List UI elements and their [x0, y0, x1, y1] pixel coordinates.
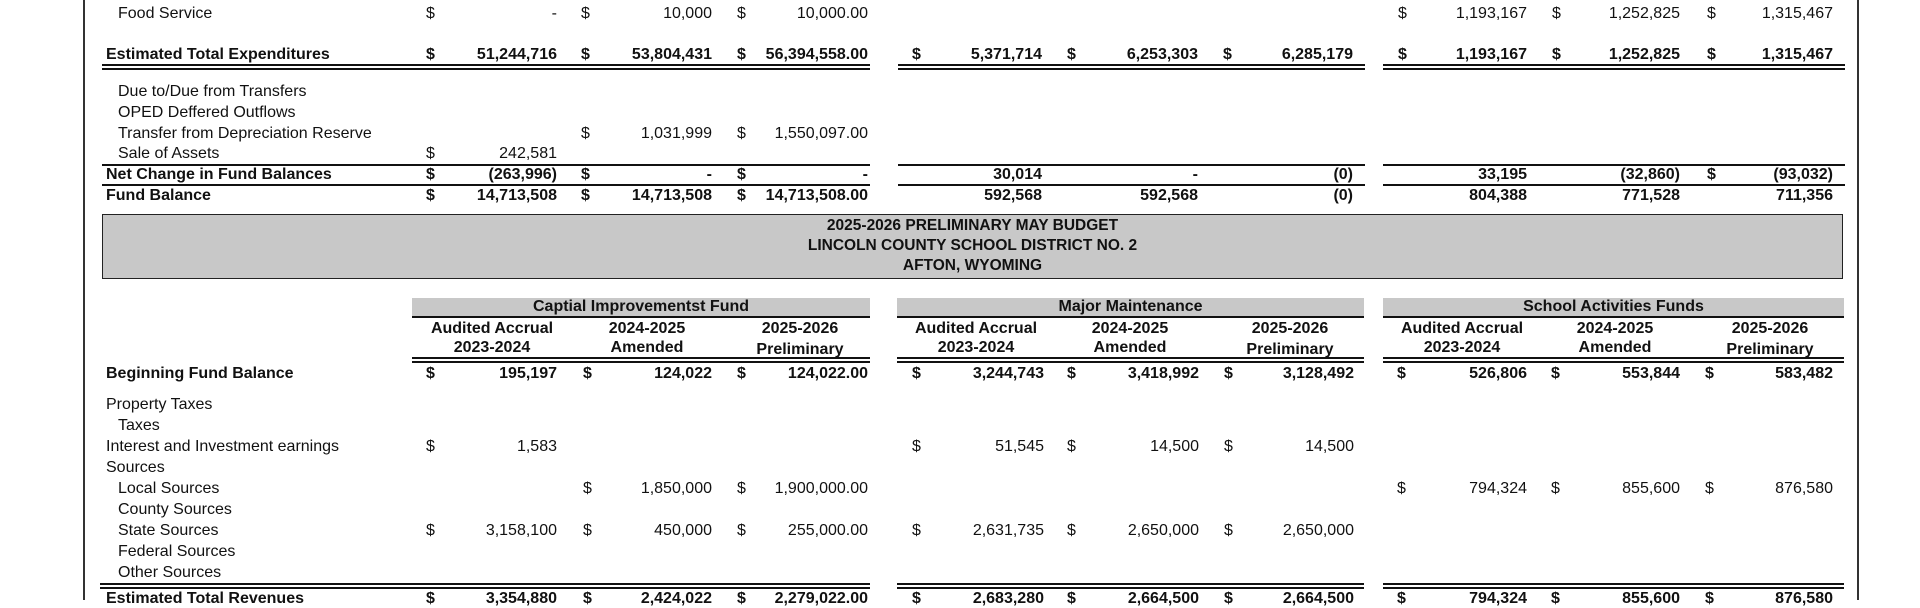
- row-label: Transfer from Depreciation Reserve: [118, 125, 372, 142]
- amount-cell: 711,356: [1776, 187, 1833, 204]
- amount-cell: 195,197: [499, 365, 557, 382]
- dollar-sign: $: [1223, 46, 1232, 63]
- double-rule: [412, 357, 870, 363]
- amount-cell: -: [1192, 166, 1198, 183]
- column-header-line2: 2023-2024: [1423, 339, 1501, 356]
- dollar-sign: $: [737, 522, 746, 539]
- amount-cell: 1,193,167: [1455, 46, 1527, 63]
- double-rule: [1383, 583, 1844, 589]
- column-header-line2: Amended: [610, 339, 684, 356]
- row-label: Estimated Total Revenues: [106, 590, 304, 607]
- fund-group-header: Captial Improvementst Fund: [412, 298, 870, 318]
- dollar-sign: $: [737, 365, 746, 382]
- amount-cell: 771,528: [1622, 187, 1680, 204]
- dollar-sign: $: [1224, 365, 1233, 382]
- dollar-sign: $: [737, 46, 746, 63]
- amount-cell: 583,482: [1775, 365, 1833, 382]
- amount-cell: (263,996): [488, 166, 557, 183]
- amount-cell: 10,000.00: [796, 5, 868, 22]
- dollar-sign: $: [1707, 166, 1716, 183]
- amount-cell: 2,424,022: [640, 590, 712, 607]
- fund-group-header: Major Maintenance: [897, 298, 1364, 318]
- amount-cell: 526,806: [1469, 365, 1527, 382]
- double-rule: [898, 64, 1365, 70]
- sheet-right-border: [1857, 0, 1859, 600]
- dollar-sign: $: [1067, 590, 1076, 607]
- row-label: Net Change in Fund Balances: [106, 166, 332, 183]
- dollar-sign: $: [1551, 365, 1560, 382]
- dollar-sign: $: [912, 46, 921, 63]
- column-header-line1: 2025-2026: [761, 320, 839, 337]
- column-header-line2: Amended: [1578, 339, 1652, 356]
- amount-cell: 6,253,303: [1126, 46, 1198, 63]
- row-label: Other Sources: [118, 564, 222, 581]
- dollar-sign: $: [1067, 438, 1076, 455]
- column-header-line1: 2024-2025: [1576, 320, 1654, 337]
- row-label: Local Sources: [118, 480, 220, 497]
- dollar-sign: $: [1705, 365, 1714, 382]
- row-label: Interest and Investment earnings: [106, 438, 340, 455]
- column-header-line2: Amended: [1093, 339, 1167, 356]
- row-label: Food Service: [118, 5, 213, 22]
- amount-cell: 2,664,500: [1127, 590, 1199, 607]
- banner-title: 2025-2026 PRELIMINARY MAY BUDGET: [826, 217, 1119, 234]
- amount-cell: 124,022.00: [787, 365, 868, 382]
- amount-cell: (0): [1333, 166, 1353, 183]
- dollar-sign: $: [912, 522, 921, 539]
- amount-cell: 242,581: [499, 145, 557, 162]
- dollar-sign: $: [583, 480, 592, 497]
- rule: [1383, 184, 1845, 186]
- dollar-sign: $: [1707, 5, 1716, 22]
- dollar-sign: $: [912, 365, 921, 382]
- dollar-sign: $: [1551, 590, 1560, 607]
- amount-cell: 553,844: [1622, 365, 1680, 382]
- fund-group-header: School Activities Funds: [1383, 298, 1844, 318]
- dollar-sign: $: [737, 480, 746, 497]
- dollar-sign: $: [426, 522, 435, 539]
- column-header-line1: Audited Accrual: [430, 320, 554, 337]
- amount-cell: 124,022: [654, 365, 712, 382]
- amount-cell: 14,713,508.00: [765, 187, 868, 204]
- rule: [898, 184, 1365, 186]
- sheet-left-border: [83, 0, 85, 600]
- dollar-sign: $: [1224, 522, 1233, 539]
- amount-cell: 3,354,880: [485, 590, 557, 607]
- amount-cell: 876,580: [1775, 590, 1833, 607]
- amount-cell: 2,650,000: [1127, 522, 1199, 539]
- amount-cell: 51,244,716: [476, 46, 557, 63]
- dollar-sign: $: [1705, 590, 1714, 607]
- amount-cell: 1,315,467: [1761, 5, 1833, 22]
- dollar-sign: $: [1707, 46, 1716, 63]
- dollar-sign: $: [581, 166, 590, 183]
- banner-district: LINCOLN COUNTY SCHOOL DISTRICT NO. 2: [807, 237, 1138, 254]
- column-header-line1: 2024-2025: [1091, 320, 1169, 337]
- double-rule: [1383, 64, 1845, 70]
- dollar-sign: $: [737, 187, 746, 204]
- amount-cell: 2,683,280: [972, 590, 1044, 607]
- amount-cell: 14,713,508: [476, 187, 557, 204]
- rule: [102, 184, 870, 186]
- amount-cell: 2,279,022.00: [774, 590, 868, 607]
- dollar-sign: $: [426, 187, 435, 204]
- dollar-sign: $: [581, 125, 590, 142]
- dollar-sign: $: [1398, 5, 1407, 22]
- row-label: Sale of Assets: [118, 145, 220, 162]
- amount-cell: 2,631,735: [972, 522, 1044, 539]
- column-header-line1: Audited Accrual: [1400, 320, 1524, 337]
- amount-cell: 1,193,167: [1455, 5, 1527, 22]
- dollar-sign: $: [426, 46, 435, 63]
- dollar-sign: $: [581, 5, 590, 22]
- row-label: State Sources: [118, 522, 219, 539]
- dollar-sign: $: [737, 166, 746, 183]
- dollar-sign: $: [1224, 590, 1233, 607]
- amount-cell: 804,388: [1469, 187, 1527, 204]
- dollar-sign: $: [1067, 365, 1076, 382]
- amount-cell: 1,550,097.00: [774, 125, 868, 142]
- amount-cell: 855,600: [1622, 590, 1680, 607]
- row-label: County Sources: [118, 501, 232, 518]
- amount-cell: 3,128,492: [1282, 365, 1354, 382]
- dollar-sign: $: [1067, 522, 1076, 539]
- dollar-sign: $: [737, 5, 746, 22]
- double-rule: [102, 64, 870, 70]
- dollar-sign: $: [1397, 365, 1406, 382]
- amount-cell: 450,000: [654, 522, 712, 539]
- double-rule: [897, 357, 1364, 363]
- dollar-sign: $: [426, 590, 435, 607]
- amount-cell: 2,650,000: [1282, 522, 1354, 539]
- amount-cell: 30,014: [993, 166, 1042, 183]
- dollar-sign: $: [1551, 480, 1560, 497]
- row-label: Sources: [106, 459, 165, 476]
- row-label: Beginning Fund Balance: [106, 365, 294, 382]
- row-label: Federal Sources: [118, 543, 236, 560]
- row-label: Property Taxes: [106, 396, 213, 413]
- rule: [898, 164, 1365, 166]
- amount-cell: -: [706, 166, 712, 183]
- amount-cell: 1,252,825: [1608, 5, 1680, 22]
- amount-cell: 1,031,999: [640, 125, 712, 142]
- amount-cell: 33,195: [1478, 166, 1527, 183]
- column-header-line1: 2025-2026: [1731, 320, 1809, 337]
- row-label: OPED Deffered Outflows: [118, 104, 296, 121]
- row-label: Taxes: [118, 417, 160, 434]
- column-header-line1: 2024-2025: [608, 320, 686, 337]
- amount-cell: 592,568: [984, 187, 1042, 204]
- amount-cell: 51,545: [995, 438, 1044, 455]
- dollar-sign: $: [1224, 438, 1233, 455]
- amount-cell: 3,418,992: [1127, 365, 1199, 382]
- rule: [102, 164, 870, 166]
- amount-cell: 3,244,743: [972, 365, 1044, 382]
- amount-cell: 255,000.00: [787, 522, 868, 539]
- dollar-sign: $: [1398, 46, 1407, 63]
- row-label: Estimated Total Expenditures: [106, 46, 330, 63]
- dollar-sign: $: [1552, 5, 1561, 22]
- column-header-line2: Preliminary: [1246, 341, 1334, 358]
- double-rule: [1383, 357, 1844, 363]
- row-label: Due to/Due from Transfers: [118, 83, 307, 100]
- dollar-sign: $: [1397, 480, 1406, 497]
- dollar-sign: $: [581, 46, 590, 63]
- dollar-sign: $: [912, 590, 921, 607]
- amount-cell: 5,371,714: [970, 46, 1042, 63]
- column-header-line1: Audited Accrual: [914, 320, 1038, 337]
- column-header-line2: Preliminary: [756, 341, 844, 358]
- amount-cell: 56,394,558.00: [765, 46, 868, 63]
- dollar-sign: $: [583, 590, 592, 607]
- dollar-sign: $: [1067, 46, 1076, 63]
- double-rule: [897, 583, 1364, 589]
- row-label: Fund Balance: [106, 187, 211, 204]
- column-header-line2: 2023-2024: [937, 339, 1015, 356]
- dollar-sign: $: [426, 5, 435, 22]
- dollar-sign: $: [1552, 46, 1561, 63]
- amount-cell: 1,900,000.00: [774, 480, 868, 497]
- amount-cell: 6,285,179: [1281, 46, 1353, 63]
- banner-location: AFTON, WYOMING: [902, 257, 1043, 274]
- dollar-sign: $: [426, 365, 435, 382]
- amount-cell: 14,500: [1150, 438, 1199, 455]
- report-title-banner: [102, 214, 1843, 279]
- amount-cell: 10,000: [663, 5, 712, 22]
- amount-cell: -: [862, 166, 868, 183]
- dollar-sign: $: [426, 438, 435, 455]
- rule: [1383, 164, 1845, 166]
- amount-cell: 1,850,000: [640, 480, 712, 497]
- amount-cell: 14,500: [1305, 438, 1354, 455]
- amount-cell: (0): [1333, 187, 1353, 204]
- dollar-sign: $: [426, 145, 435, 162]
- dollar-sign: $: [426, 166, 435, 183]
- dollar-sign: $: [583, 365, 592, 382]
- amount-cell: 53,804,431: [631, 46, 712, 63]
- amount-cell: 1,315,467: [1761, 46, 1833, 63]
- amount-cell: 592,568: [1140, 187, 1198, 204]
- dollar-sign: $: [912, 438, 921, 455]
- amount-cell: 14,713,508: [631, 187, 712, 204]
- dollar-sign: $: [737, 125, 746, 142]
- dollar-sign: $: [737, 590, 746, 607]
- column-header-line1: 2025-2026: [1251, 320, 1329, 337]
- amount-cell: 3,158,100: [485, 522, 557, 539]
- amount-cell: 855,600: [1622, 480, 1680, 497]
- amount-cell: 2,664,500: [1282, 590, 1354, 607]
- column-header-line2: Preliminary: [1726, 341, 1814, 358]
- amount-cell: (93,032): [1773, 166, 1833, 183]
- double-rule: [100, 583, 870, 589]
- column-header-line2: 2023-2024: [453, 339, 531, 356]
- amount-cell: 1,252,825: [1608, 46, 1680, 63]
- dollar-sign: $: [1705, 480, 1714, 497]
- amount-cell: 794,324: [1469, 590, 1527, 607]
- amount-cell: (32,860): [1620, 166, 1680, 183]
- dollar-sign: $: [1397, 590, 1406, 607]
- amount-cell: 794,324: [1469, 480, 1527, 497]
- amount-cell: 876,580: [1775, 480, 1833, 497]
- dollar-sign: $: [581, 187, 590, 204]
- amount-cell: -: [551, 5, 557, 22]
- amount-cell: 1,583: [516, 438, 557, 455]
- dollar-sign: $: [583, 522, 592, 539]
